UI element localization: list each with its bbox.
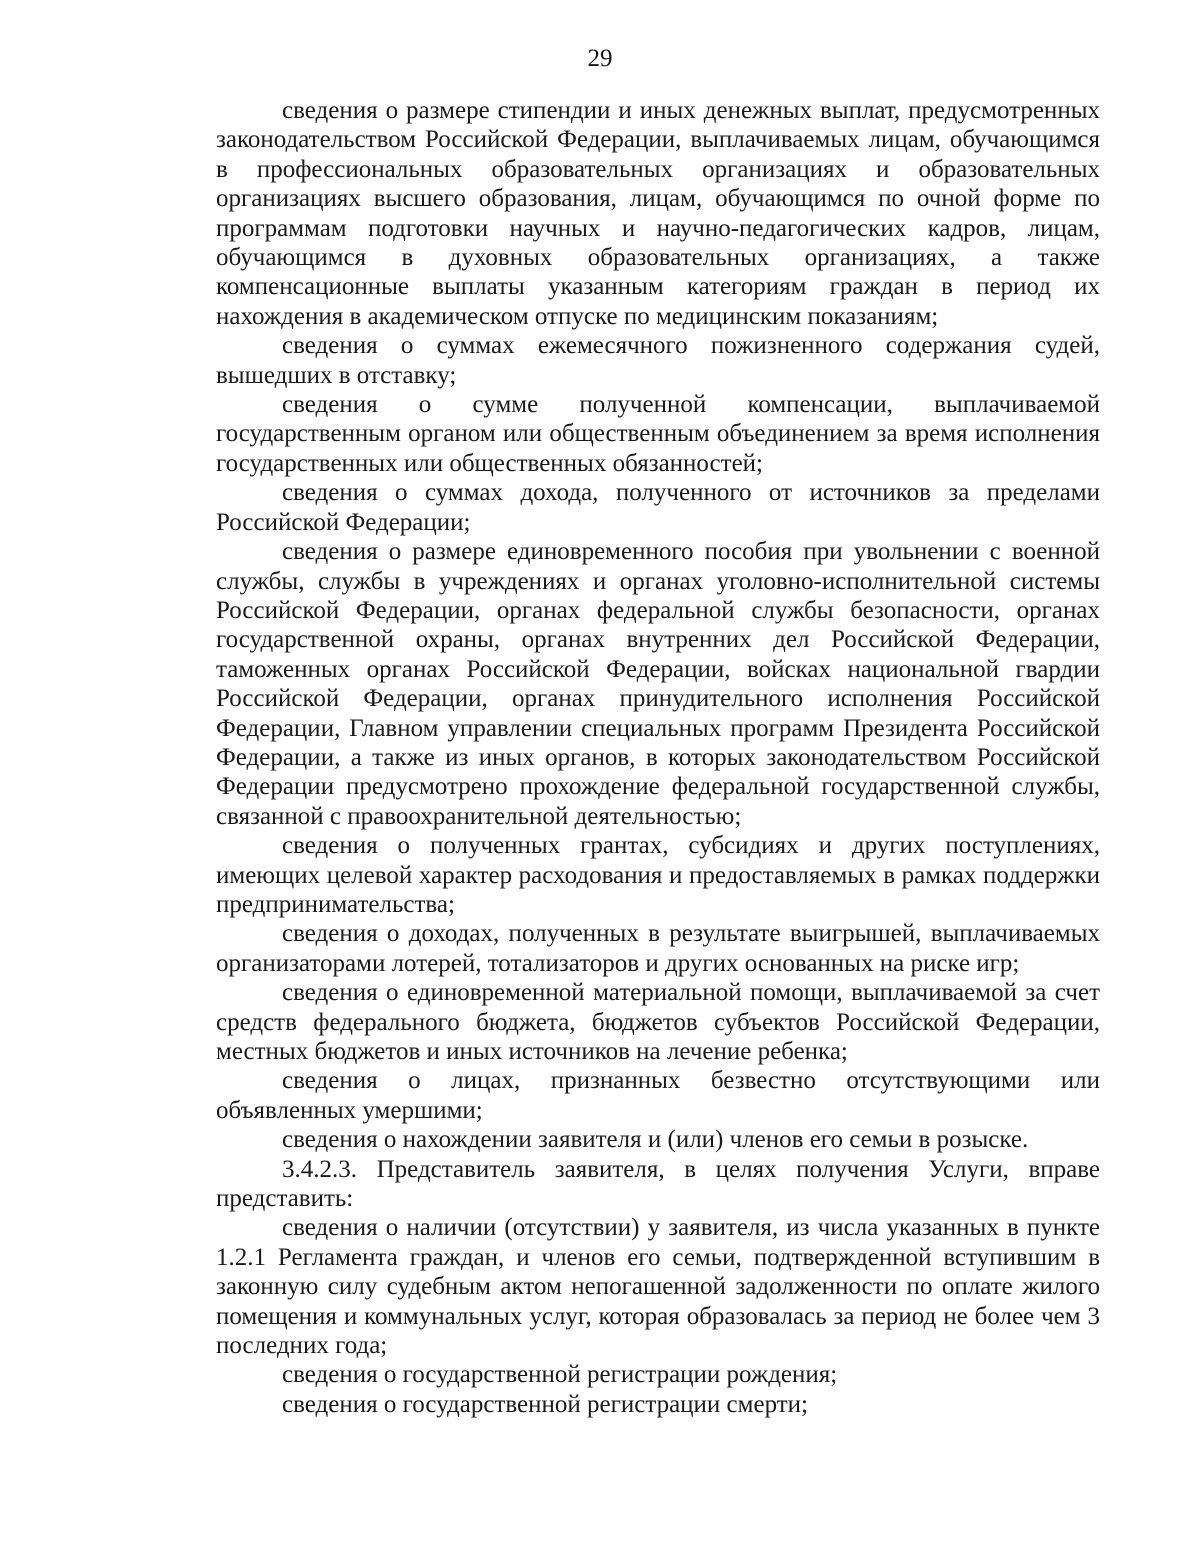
paragraph: сведения о единовременной материальной помощи, выплачиваемой за счет средств федерального бюджета, бюджетов субъектов Российской Федерации, местных бюджетов и иных источников на лечение ребенка;: [216, 979, 1100, 1065]
paragraph: 3.4.2.3. Представитель заявителя, в целях получения Услуги, вправе представить:: [216, 1155, 1100, 1213]
paragraph: сведения о полученных грантах, субсидиях и других поступлениях, имеющих целевой характер расходования и предоставляемых в рамках поддержки предпринимательства;: [216, 832, 1100, 918]
paragraph: сведения о сумме полученной компенсации, выплачиваемой государственным органом или общественным объединением за время исполнения государственных или общественных обязанностей;: [216, 391, 1100, 477]
paragraph: сведения о размере стипендии и иных денежных выплат, предусмотренных законодательством Российской Федерации, выплачиваемых лицам, обучающимся в профессиональных образовательных организациях и образовательных организациях высшего образования, лицам, обучающимся по очной форме по программам подготовки научных и научно-педагогических кадров, лицам, обучающимся в духовных образовательных организациях, а также компенсационные выплаты указанным категориям граждан в период их нахождения в академическом отпуске по медицинским показаниям;: [216, 97, 1100, 330]
paragraph: сведения о государственной регистрации рождения;: [282, 1361, 838, 1389]
paragraph: сведения о суммах дохода, полученного от источников за пределами Российской Федерации;: [216, 479, 1100, 536]
paragraph: сведения о наличии (отсутствии) у заявителя, из числа указанных в пункте 1.2.1 Регламента граждан, и членов его семьи, подтвержденной вступившим в законную силу судебным актом непогашенной задолженности по оплате жилого помещения и коммунальных услуг, которая образовалась за период не более чем 3 последних года;: [216, 1214, 1100, 1360]
paragraph: сведения о доходах, полученных в результате выигрышей, выплачиваемых организаторами лотерей, тотализаторов и других основанных на риске игр;: [216, 920, 1100, 977]
paragraph: сведения о размере единовременного пособия при увольнении с военной службы, службы в учреждениях и органах уголовно-исполнительной системы Российской Федерации, органах федеральной службы безопасности, органах государственной охраны, органах внутренних дел Российской Федерации, таможенных органах Российской Федерации, войсках национальной гвардии Российской Федерации, органах принудительного исполнения Российской Федерации, Главном управлении специальных программ Президента Российской Федерации, а также из иных органов, в которых законодательством Российской Федерации предусмотрено прохождение федеральной государственной службы, связанной с правоохранительной деятельностью;: [216, 538, 1100, 830]
paragraph: сведения о государственной регистрации смерти;: [282, 1390, 808, 1418]
paragraph: сведения о суммах ежемесячного пожизненного содержания судей, вышедших в отставку;: [216, 332, 1100, 389]
document-body: [216, 96, 1100, 1419]
paragraph: сведения о лицах, признанных безвестно отсутствующими или объявленных умершими;: [216, 1067, 1100, 1124]
page-number: 29: [587, 45, 613, 72]
paragraph: сведения о нахождении заявителя и (или) членов его семьи в розыске.: [282, 1126, 1029, 1154]
